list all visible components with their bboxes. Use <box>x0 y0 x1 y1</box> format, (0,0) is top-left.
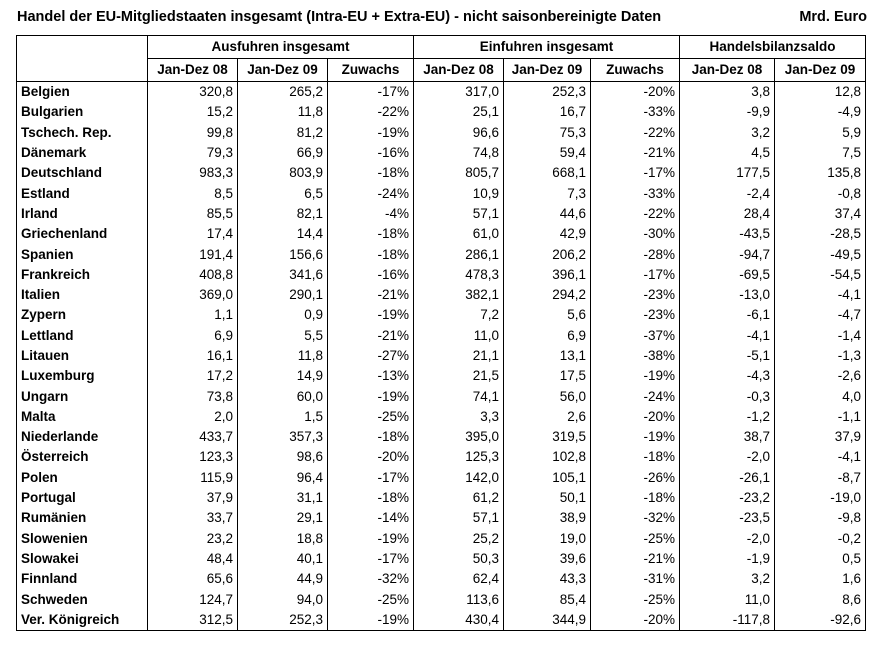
value-cell: 286,1 <box>414 244 504 264</box>
country-name: Deutschland <box>17 163 148 183</box>
sub-header: Jan-Dez 08 <box>414 59 504 82</box>
value-cell: -4,7 <box>775 305 866 325</box>
table-row <box>17 82 866 103</box>
value-cell: -18% <box>328 244 414 264</box>
table-row <box>17 610 866 631</box>
value-cell: 59,4 <box>504 143 591 163</box>
value-cell: -22% <box>591 204 680 224</box>
value-cell: -23% <box>591 285 680 305</box>
value-cell: 25,1 <box>414 102 504 122</box>
value-cell: 50,1 <box>504 488 591 508</box>
value-cell: -14% <box>328 508 414 528</box>
country-name: Lettland <box>17 326 148 346</box>
sub-header: Jan-Dez 08 <box>680 59 775 82</box>
table-row <box>17 447 866 467</box>
value-cell: -16% <box>328 143 414 163</box>
country-name: Österreich <box>17 447 148 467</box>
table-row <box>17 244 866 264</box>
value-cell: 805,7 <box>414 163 504 183</box>
country-name: Luxemburg <box>17 366 148 386</box>
country-name: Frankreich <box>17 265 148 285</box>
value-cell: -17% <box>328 549 414 569</box>
value-cell: 5,5 <box>238 326 328 346</box>
value-cell: 73,8 <box>148 386 238 406</box>
value-cell: 39,6 <box>504 549 591 569</box>
value-cell: 37,4 <box>775 204 866 224</box>
value-cell: -49,5 <box>775 244 866 264</box>
country-name: Slowakei <box>17 549 148 569</box>
value-cell: -17% <box>328 468 414 488</box>
value-cell: -30% <box>591 224 680 244</box>
table-row <box>17 366 866 386</box>
corner-cell-lower <box>17 59 148 82</box>
value-cell: -19% <box>328 123 414 143</box>
value-cell: -28% <box>591 244 680 264</box>
value-cell: 25,2 <box>414 529 504 549</box>
sub-header: Zuwachs <box>591 59 680 82</box>
value-cell: 13,1 <box>504 346 591 366</box>
value-cell: 85,4 <box>504 589 591 609</box>
value-cell: 2,0 <box>148 407 238 427</box>
value-cell: 2,6 <box>504 407 591 427</box>
value-cell: 1,1 <box>148 305 238 325</box>
value-cell: 0,5 <box>775 549 866 569</box>
value-cell: 65,6 <box>148 569 238 589</box>
value-cell: -24% <box>328 183 414 203</box>
value-cell: -38% <box>591 346 680 366</box>
country-name: Portugal <box>17 488 148 508</box>
value-cell: -94,7 <box>680 244 775 264</box>
value-cell: -0,2 <box>775 529 866 549</box>
value-cell: 125,3 <box>414 447 504 467</box>
value-cell: 50,3 <box>414 549 504 569</box>
value-cell: 3,3 <box>414 407 504 427</box>
value-cell: 1,5 <box>238 407 328 427</box>
value-cell: 14,9 <box>238 366 328 386</box>
value-cell: 44,9 <box>238 569 328 589</box>
value-cell: -20% <box>591 407 680 427</box>
value-cell: 0,9 <box>238 305 328 325</box>
value-cell: 382,1 <box>414 285 504 305</box>
country-name: Spanien <box>17 244 148 264</box>
value-cell: 85,5 <box>148 204 238 224</box>
table-row <box>17 285 866 305</box>
country-name: Bulgarien <box>17 102 148 122</box>
value-cell: -4,9 <box>775 102 866 122</box>
value-cell: -23,2 <box>680 488 775 508</box>
value-cell: 21,1 <box>414 346 504 366</box>
value-cell: 11,0 <box>414 326 504 346</box>
value-cell: 252,3 <box>238 610 328 631</box>
country-name: Estland <box>17 183 148 203</box>
value-cell: -37% <box>591 326 680 346</box>
value-cell: -28,5 <box>775 224 866 244</box>
value-cell: -2,4 <box>680 183 775 203</box>
value-cell: 79,3 <box>148 143 238 163</box>
value-cell: -0,3 <box>680 386 775 406</box>
sub-header-row <box>17 59 866 82</box>
value-cell: -54,5 <box>775 265 866 285</box>
value-cell: -19% <box>328 610 414 631</box>
value-cell: 369,0 <box>148 285 238 305</box>
value-cell: 135,8 <box>775 163 866 183</box>
value-cell: 317,0 <box>414 82 504 103</box>
value-cell: -23% <box>591 305 680 325</box>
value-cell: -22% <box>591 123 680 143</box>
value-cell: 11,8 <box>238 346 328 366</box>
value-cell: 4,5 <box>680 143 775 163</box>
value-cell: 294,2 <box>504 285 591 305</box>
value-cell: 290,1 <box>238 285 328 305</box>
value-cell: 37,9 <box>775 427 866 447</box>
value-cell: 42,9 <box>504 224 591 244</box>
country-name: Ver. Königreich <box>17 610 148 631</box>
value-cell: -26% <box>591 468 680 488</box>
title-row <box>17 9 867 31</box>
value-cell: -16% <box>328 265 414 285</box>
value-cell: -20% <box>328 447 414 467</box>
table-row <box>17 204 866 224</box>
value-cell: -19% <box>591 427 680 447</box>
value-cell: 319,5 <box>504 427 591 447</box>
value-cell: 7,2 <box>414 305 504 325</box>
table-row <box>17 386 866 406</box>
value-cell: 98,6 <box>238 447 328 467</box>
value-cell: 17,5 <box>504 366 591 386</box>
value-cell: 23,2 <box>148 529 238 549</box>
value-cell: 396,1 <box>504 265 591 285</box>
group-header-balance: Handelsbilanzsaldo <box>680 36 866 59</box>
value-cell: -43,5 <box>680 224 775 244</box>
value-cell: 56,0 <box>504 386 591 406</box>
country-name: Niederlande <box>17 427 148 447</box>
value-cell: -2,6 <box>775 366 866 386</box>
value-cell: 8,5 <box>148 183 238 203</box>
value-cell: -4,1 <box>680 326 775 346</box>
value-cell: 81,2 <box>238 123 328 143</box>
value-cell: 43,3 <box>504 569 591 589</box>
value-cell: 94,0 <box>238 589 328 609</box>
country-name: Italien <box>17 285 148 305</box>
value-cell: 74,1 <box>414 386 504 406</box>
table-row <box>17 407 866 427</box>
table-row <box>17 305 866 325</box>
trade-table <box>16 35 866 631</box>
country-name: Belgien <box>17 82 148 103</box>
value-cell: 156,6 <box>238 244 328 264</box>
value-cell: 28,4 <box>680 204 775 224</box>
group-header-imports: Einfuhren insgesamt <box>414 36 680 59</box>
table-row <box>17 265 866 285</box>
value-cell: 19,0 <box>504 529 591 549</box>
value-cell: 124,7 <box>148 589 238 609</box>
value-cell: 3,2 <box>680 123 775 143</box>
value-cell: 344,9 <box>504 610 591 631</box>
table-row <box>17 102 866 122</box>
value-cell: -20% <box>591 610 680 631</box>
value-cell: 16,7 <box>504 102 591 122</box>
value-cell: 10,9 <box>414 183 504 203</box>
table-row <box>17 508 866 528</box>
value-cell: 66,9 <box>238 143 328 163</box>
group-header-row <box>17 36 866 59</box>
country-name: Rumänien <box>17 508 148 528</box>
value-cell: 177,5 <box>680 163 775 183</box>
value-cell: 57,1 <box>414 204 504 224</box>
value-cell: 12,8 <box>775 82 866 103</box>
value-cell: 668,1 <box>504 163 591 183</box>
value-cell: 29,1 <box>238 508 328 528</box>
value-cell: -5,1 <box>680 346 775 366</box>
table-row <box>17 224 866 244</box>
value-cell: 99,8 <box>148 123 238 143</box>
value-cell: 40,1 <box>238 549 328 569</box>
value-cell: 320,8 <box>148 82 238 103</box>
value-cell: -13,0 <box>680 285 775 305</box>
value-cell: 395,0 <box>414 427 504 447</box>
table-row <box>17 346 866 366</box>
value-cell: 17,2 <box>148 366 238 386</box>
value-cell: 96,6 <box>414 123 504 143</box>
country-name: Finnland <box>17 569 148 589</box>
value-cell: -2,0 <box>680 447 775 467</box>
value-cell: 82,1 <box>238 204 328 224</box>
value-cell: -19% <box>328 305 414 325</box>
country-name: Schweden <box>17 589 148 609</box>
value-cell: -0,8 <box>775 183 866 203</box>
value-cell: 17,4 <box>148 224 238 244</box>
value-cell: -18% <box>328 224 414 244</box>
value-cell: 96,4 <box>238 468 328 488</box>
value-cell: -1,2 <box>680 407 775 427</box>
value-cell: 5,9 <box>775 123 866 143</box>
value-cell: -92,6 <box>775 610 866 631</box>
country-name: Malta <box>17 407 148 427</box>
value-cell: 48,4 <box>148 549 238 569</box>
value-cell: 191,4 <box>148 244 238 264</box>
value-cell: 803,9 <box>238 163 328 183</box>
value-cell: 341,6 <box>238 265 328 285</box>
value-cell: -4% <box>328 204 414 224</box>
table-row <box>17 589 866 609</box>
value-cell: -13% <box>328 366 414 386</box>
value-cell: -18% <box>591 447 680 467</box>
value-cell: -8,7 <box>775 468 866 488</box>
country-name: Dänemark <box>17 143 148 163</box>
value-cell: 38,7 <box>680 427 775 447</box>
value-cell: 11,0 <box>680 589 775 609</box>
value-cell: 478,3 <box>414 265 504 285</box>
value-cell: -18% <box>328 427 414 447</box>
value-cell: -1,4 <box>775 326 866 346</box>
value-cell: 3,8 <box>680 82 775 103</box>
value-cell: 357,3 <box>238 427 328 447</box>
value-cell: 60,0 <box>238 386 328 406</box>
value-cell: -9,9 <box>680 102 775 122</box>
country-name: Ungarn <box>17 386 148 406</box>
value-cell: 11,8 <box>238 102 328 122</box>
table-row <box>17 549 866 569</box>
table-row <box>17 123 866 143</box>
value-cell: 57,1 <box>414 508 504 528</box>
page-title: Handel der EU-Mitgliedstaaten insgesamt (Intra-EU + Extra-EU) - nicht saisonbereinigte Daten <box>17 9 662 25</box>
value-cell: 62,4 <box>414 569 504 589</box>
country-name: Polen <box>17 468 148 488</box>
table-body <box>17 82 866 631</box>
country-name: Zypern <box>17 305 148 325</box>
value-cell: 6,9 <box>504 326 591 346</box>
value-cell: -1,1 <box>775 407 866 427</box>
value-cell: 8,6 <box>775 589 866 609</box>
value-cell: 7,3 <box>504 183 591 203</box>
value-cell: -17% <box>591 265 680 285</box>
value-cell: 37,9 <box>148 488 238 508</box>
value-cell: 142,0 <box>414 468 504 488</box>
value-cell: 115,9 <box>148 468 238 488</box>
value-cell: -24% <box>591 386 680 406</box>
value-cell: 3,2 <box>680 569 775 589</box>
value-cell: -17% <box>328 82 414 103</box>
unit-label: Mrd. Euro <box>799 9 867 25</box>
value-cell: -21% <box>328 326 414 346</box>
value-cell: 31,1 <box>238 488 328 508</box>
value-cell: 252,3 <box>504 82 591 103</box>
value-cell: 113,6 <box>414 589 504 609</box>
value-cell: 312,5 <box>148 610 238 631</box>
value-cell: -1,3 <box>775 346 866 366</box>
table-row <box>17 143 866 163</box>
value-cell: -4,3 <box>680 366 775 386</box>
value-cell: -27% <box>328 346 414 366</box>
value-cell: 44,6 <box>504 204 591 224</box>
value-cell: -117,8 <box>680 610 775 631</box>
value-cell: -21% <box>328 285 414 305</box>
value-cell: -18% <box>328 488 414 508</box>
value-cell: 408,8 <box>148 265 238 285</box>
table-row <box>17 183 866 203</box>
value-cell: -19,0 <box>775 488 866 508</box>
value-cell: -20% <box>591 82 680 103</box>
value-cell: 75,3 <box>504 123 591 143</box>
table-row <box>17 569 866 589</box>
sub-header: Zuwachs <box>328 59 414 82</box>
group-header-exports: Ausfuhren insgesamt <box>148 36 414 59</box>
table-row <box>17 427 866 447</box>
value-cell: 6,5 <box>238 183 328 203</box>
value-cell: -17% <box>591 163 680 183</box>
value-cell: -25% <box>591 529 680 549</box>
value-cell: 18,8 <box>238 529 328 549</box>
value-cell: 14,4 <box>238 224 328 244</box>
value-cell: -23,5 <box>680 508 775 528</box>
value-cell: -18% <box>591 488 680 508</box>
country-name: Slowenien <box>17 529 148 549</box>
value-cell: -25% <box>328 589 414 609</box>
value-cell: -4,1 <box>775 285 866 305</box>
value-cell: 21,5 <box>414 366 504 386</box>
value-cell: 15,2 <box>148 102 238 122</box>
value-cell: 7,5 <box>775 143 866 163</box>
table-row <box>17 468 866 488</box>
value-cell: -22% <box>328 102 414 122</box>
value-cell: -18% <box>328 163 414 183</box>
sub-header: Jan-Dez 09 <box>775 59 866 82</box>
value-cell: 983,3 <box>148 163 238 183</box>
value-cell: -19% <box>591 366 680 386</box>
value-cell: 430,4 <box>414 610 504 631</box>
value-cell: -2,0 <box>680 529 775 549</box>
value-cell: -31% <box>591 569 680 589</box>
sub-header: Jan-Dez 09 <box>238 59 328 82</box>
value-cell: -32% <box>328 569 414 589</box>
table-row <box>17 163 866 183</box>
table-row <box>17 488 866 508</box>
value-cell: 5,6 <box>504 305 591 325</box>
value-cell: 1,6 <box>775 569 866 589</box>
value-cell: -69,5 <box>680 265 775 285</box>
value-cell: -19% <box>328 529 414 549</box>
value-cell: 433,7 <box>148 427 238 447</box>
value-cell: 33,7 <box>148 508 238 528</box>
country-name: Griechenland <box>17 224 148 244</box>
value-cell: 123,3 <box>148 447 238 467</box>
table-row <box>17 529 866 549</box>
country-name: Irland <box>17 204 148 224</box>
value-cell: 74,8 <box>414 143 504 163</box>
table-row <box>17 326 866 346</box>
value-cell: -9,8 <box>775 508 866 528</box>
country-name: Litauen <box>17 346 148 366</box>
country-name: Tschech. Rep. <box>17 123 148 143</box>
value-cell: -21% <box>591 549 680 569</box>
value-cell: -25% <box>591 589 680 609</box>
value-cell: 61,2 <box>414 488 504 508</box>
value-cell: 38,9 <box>504 508 591 528</box>
value-cell: 61,0 <box>414 224 504 244</box>
value-cell: 265,2 <box>238 82 328 103</box>
value-cell: -19% <box>328 386 414 406</box>
value-cell: -25% <box>328 407 414 427</box>
value-cell: -33% <box>591 183 680 203</box>
value-cell: 4,0 <box>775 386 866 406</box>
corner-cell <box>17 36 148 59</box>
sub-header: Jan-Dez 08 <box>148 59 238 82</box>
value-cell: -32% <box>591 508 680 528</box>
value-cell: -4,1 <box>775 447 866 467</box>
value-cell: 102,8 <box>504 447 591 467</box>
value-cell: 6,9 <box>148 326 238 346</box>
value-cell: -1,9 <box>680 549 775 569</box>
sub-header: Jan-Dez 09 <box>504 59 591 82</box>
value-cell: 206,2 <box>504 244 591 264</box>
value-cell: -6,1 <box>680 305 775 325</box>
value-cell: -21% <box>591 143 680 163</box>
value-cell: -26,1 <box>680 468 775 488</box>
value-cell: -33% <box>591 102 680 122</box>
value-cell: 105,1 <box>504 468 591 488</box>
value-cell: 16,1 <box>148 346 238 366</box>
